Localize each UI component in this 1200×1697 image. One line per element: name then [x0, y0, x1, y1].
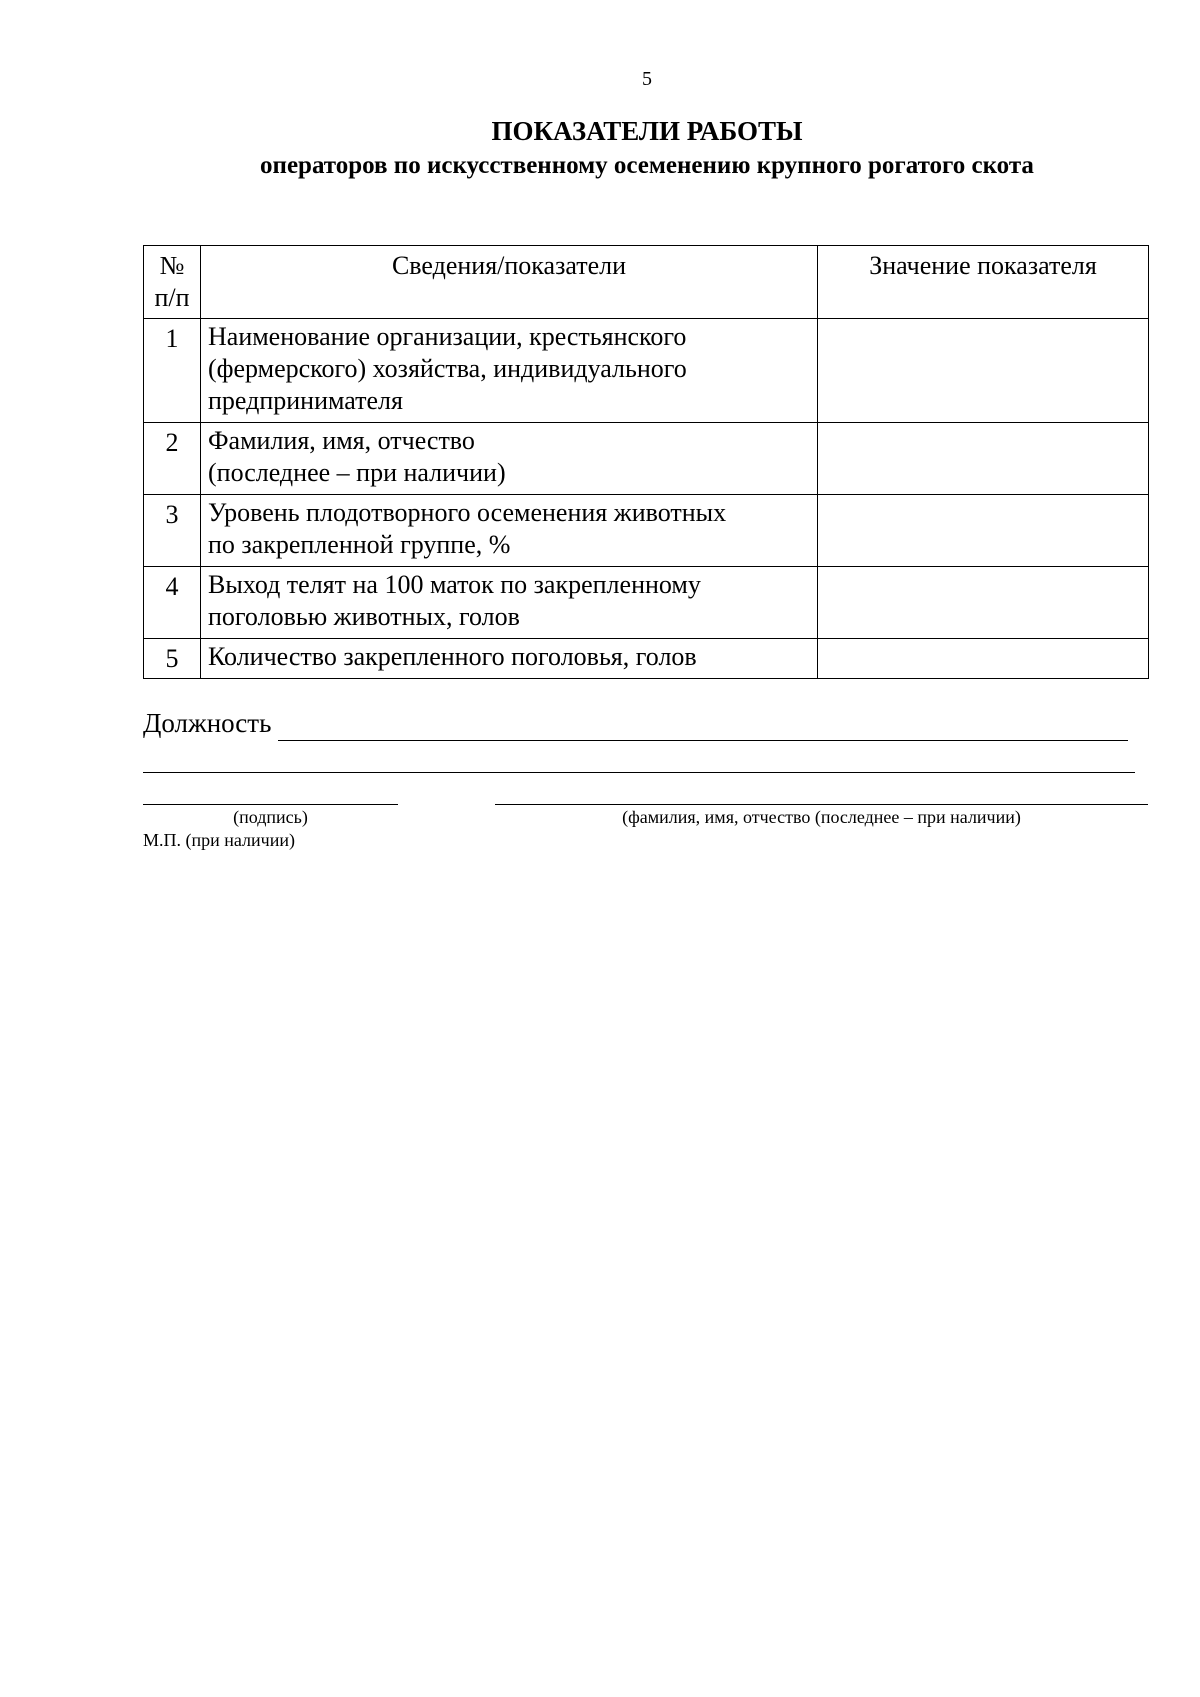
row-indicator [201, 567, 818, 639]
table-row [144, 423, 1149, 495]
row-number: 4 [144, 567, 201, 639]
header-number [144, 246, 201, 319]
table-row [144, 567, 1149, 639]
row-number: 2 [144, 423, 201, 495]
row-indicator-line: Наименование организации, крестьянского [208, 322, 687, 351]
row-indicator [201, 639, 818, 679]
row-indicator-line: (фермерского) хозяйства, индивидуального [208, 354, 687, 383]
signature-caption: (подпись) [233, 807, 308, 827]
header-value: Значение показателя [818, 246, 1149, 319]
table-row [144, 639, 1149, 679]
page-number: 5 [642, 68, 652, 90]
signature-field-line[interactable] [143, 804, 398, 805]
row-indicator [201, 423, 818, 495]
position-label: Должность [143, 708, 272, 738]
row-indicator-line: предпринимателя [208, 386, 403, 415]
table-row [144, 495, 1149, 567]
full-name-caption: (фамилия, имя, отчество (последнее – при наличии) [622, 807, 1021, 827]
row-value-cell[interactable] [818, 495, 1149, 567]
stamp-note: М.П. (при наличии) [143, 830, 295, 850]
indicators-table [143, 245, 1149, 679]
header-info: Сведения/показатели [201, 246, 818, 319]
row-indicator [201, 495, 818, 567]
row-indicator-line: поголовью животных, голов [208, 602, 520, 631]
row-value-cell[interactable] [818, 639, 1149, 679]
position-field-line[interactable] [278, 740, 1128, 741]
row-value-cell[interactable] [818, 423, 1149, 495]
row-indicator-line: Количество закрепленного поголовья, голов [208, 642, 697, 671]
position-continuation-line[interactable] [143, 772, 1135, 773]
row-number: 5 [144, 639, 201, 679]
full-name-field-line[interactable] [495, 804, 1148, 805]
header-number-abbrev: п/п [154, 283, 190, 312]
row-number: 3 [144, 495, 201, 567]
row-indicator-line: (последнее – при наличии) [208, 458, 506, 487]
row-indicator-line: Уровень плодотворного осеменения животных [208, 498, 727, 527]
document-title: ПОКАЗАТЕЛИ РАБОТЫ [491, 116, 803, 146]
row-value-cell[interactable] [818, 567, 1149, 639]
document-subtitle: операторов по искусственному осеменению крупного рогатого скота [260, 152, 1034, 179]
row-indicator-line: Фамилия, имя, отчество [208, 426, 475, 455]
row-value-cell[interactable] [818, 319, 1149, 423]
header-number-symbol: № [159, 251, 185, 280]
row-indicator-line: Выход телят на 100 маток по закрепленному [208, 570, 701, 599]
row-number: 1 [144, 319, 201, 423]
row-indicator [201, 319, 818, 423]
row-indicator-line: по закрепленной группе, % [208, 530, 511, 559]
table-row [144, 319, 1149, 423]
table-header-row [144, 246, 1149, 319]
